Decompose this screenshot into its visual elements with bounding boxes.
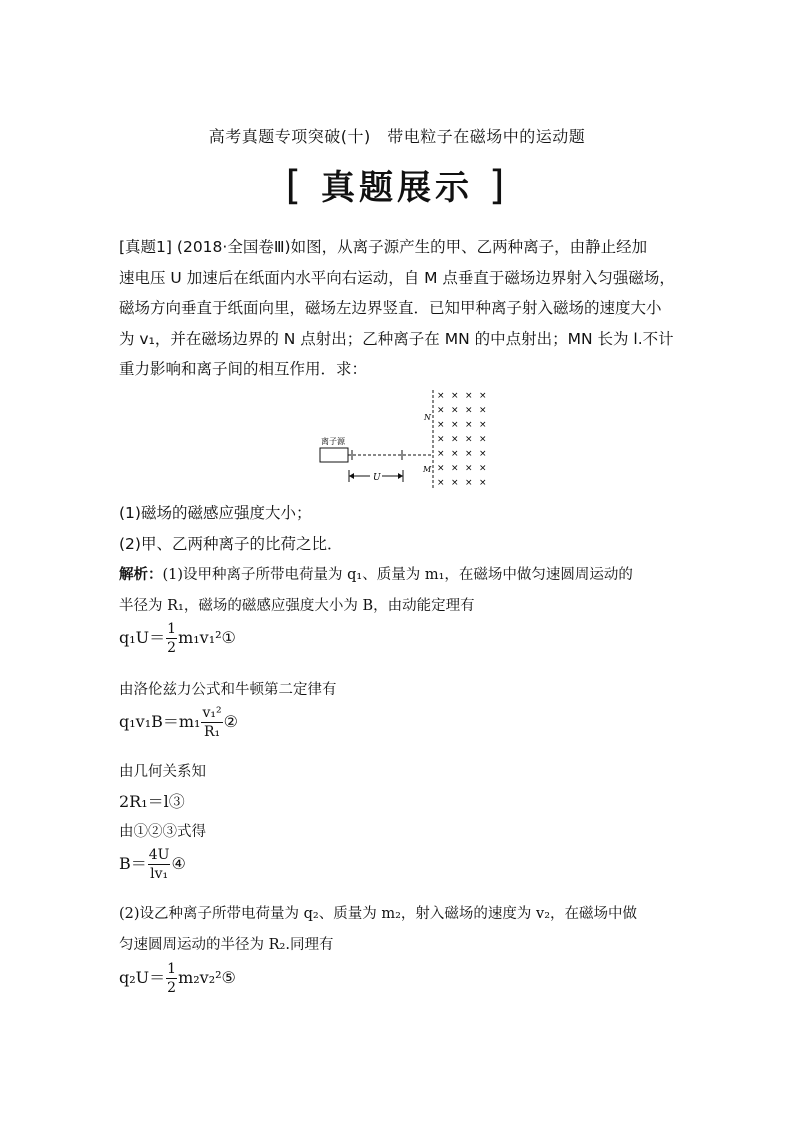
banner-right-bracket: ]	[488, 163, 509, 209]
solution-intro-1: (1)设甲种离子所带电荷量为 q₁、质量为 m₁，在磁场中做匀速圆周运动的	[162, 567, 633, 583]
field-cross-symbol: ×	[437, 434, 445, 445]
solution-part2-line-2: 匀速圆周运动的半径为 R₂.同理有	[119, 937, 334, 953]
formula-4-rhs: ④	[171, 854, 186, 873]
question-1: (1)磁场的磁感应强度大小；	[119, 504, 312, 522]
formula-4-fraction	[148, 848, 171, 881]
formula-5-lhs: q₂U＝	[119, 968, 166, 987]
solution-text-2: 由洛伦兹力公式和牛顿第二定律有	[119, 682, 337, 698]
ion-source-box	[320, 448, 348, 462]
problem-statement	[119, 232, 679, 385]
field-symbols	[437, 391, 487, 488]
problem-text-1: 如图，从离子源产生的甲、乙两种离子，由静止经加	[290, 238, 648, 256]
formula-1-num: 1	[167, 621, 177, 637]
field-cross-symbol: ×	[465, 478, 473, 488]
field-cross-symbol: ×	[465, 449, 473, 459]
field-cross-symbol: ×	[465, 434, 473, 445]
section-banner	[0, 160, 794, 209]
field-cross-symbol: ×	[479, 434, 487, 445]
formula-5	[119, 962, 236, 995]
field-cross-symbol: ×	[451, 391, 459, 401]
field-cross-symbol: ×	[465, 463, 473, 474]
solution-part2-line-1: (2)设乙种离子所带电荷量为 q₂、质量为 m₂，射入磁场的速度为 v₂，在磁场中做	[119, 906, 638, 922]
field-cross-symbol: ×	[437, 405, 445, 416]
formula-4	[119, 848, 186, 881]
field-cross-symbol: ×	[479, 391, 487, 401]
field-cross-symbol: ×	[437, 391, 445, 401]
solution-label: 解析：	[119, 566, 163, 583]
formula-1-rhs: m₁v₁²①	[178, 628, 236, 647]
page-title: 高考真题专项突破(十) 带电粒子在磁场中的运动题	[208, 127, 586, 146]
field-cross-symbol: ×	[479, 478, 487, 488]
formula-5-rhs: m₂v₂²⑤	[178, 968, 236, 987]
field-cross-symbol: ×	[437, 478, 445, 488]
problem-source: (2018·全国卷Ⅲ)	[176, 238, 291, 256]
solution-text-4: 由①②③式得	[119, 824, 206, 840]
point-n-label: N	[424, 413, 431, 422]
problem-line-3: 磁场方向垂直于纸面向里，磁场左边界竖直．已知甲种离子射入磁场的速度大小	[119, 299, 662, 317]
ion-source-label: 离子源	[321, 437, 345, 446]
field-cross-symbol: ×	[479, 449, 487, 459]
field-cross-symbol: ×	[479, 463, 487, 474]
field-cross-symbol: ×	[451, 463, 459, 474]
field-cross-symbol: ×	[479, 420, 487, 430]
voltage-label: U	[373, 473, 381, 483]
banner-text: 真题展示	[321, 168, 473, 208]
formula-4-lhs: B＝	[119, 854, 147, 873]
formula-2	[119, 706, 238, 739]
formula-2-den: R₁	[203, 724, 221, 740]
formula-5-num: 1	[167, 961, 177, 977]
formula-5-fraction	[166, 962, 177, 995]
field-cross-symbol: ×	[451, 434, 459, 445]
formula-1-lhs: q₁U＝	[119, 628, 166, 647]
field-cross-symbol: ×	[451, 449, 459, 459]
field-cross-symbol: ×	[479, 405, 487, 416]
formula-2-num: v₁²	[202, 705, 222, 721]
field-cross-symbol: ×	[465, 420, 473, 430]
field-cross-symbol: ×	[465, 391, 473, 401]
formula-2-rhs: ②	[223, 712, 238, 731]
questions	[119, 498, 679, 559]
solution-line-1	[119, 563, 633, 584]
formula-1-den: 2	[167, 640, 177, 656]
field-cross-symbol: ×	[451, 478, 459, 488]
formula-3: 2R₁＝l③	[119, 792, 185, 811]
field-cross-symbol: ×	[437, 449, 445, 459]
formula-2-fraction	[201, 706, 222, 739]
field-cross-symbol: ×	[465, 405, 473, 416]
formula-4-den: lv₁	[150, 866, 169, 882]
field-cross-symbol: ×	[451, 420, 459, 430]
magnetic-field-diagram	[318, 388, 488, 488]
field-cross-symbol: ×	[437, 463, 445, 474]
problem-line-2: 速电压 U 加速后在纸面内水平向右运动，自 M 点垂直于磁场边界射入匀强磁场，	[119, 268, 675, 287]
field-cross-symbol: ×	[451, 405, 459, 416]
point-m-label: M	[423, 465, 432, 474]
problem-line-4: 为 v₁，并在磁场边界的 N 点射出；乙种离子在 MN 的中点射出；MN 长为 l.不计	[119, 329, 674, 348]
formula-5-den: 2	[167, 980, 177, 996]
solution-text-3: 由几何关系知	[119, 764, 206, 780]
formula-2-lhs: q₁v₁B＝m₁	[119, 712, 201, 731]
formula-1-fraction	[166, 622, 177, 655]
banner-left-bracket: [	[285, 163, 306, 209]
formula-4-num: 4U	[148, 847, 170, 863]
question-2: (2)甲、乙两种离子的比荷之比．	[119, 534, 343, 553]
solution-intro-2: 半径为 R₁，磁场的磁感应强度大小为 B，由动能定理有	[119, 598, 475, 614]
problem-line-1	[119, 232, 679, 263]
problem-line-5: 重力影响和离子间的相互作用．求：	[119, 360, 368, 378]
formula-1	[119, 622, 236, 655]
field-cross-symbol: ×	[437, 420, 445, 430]
problem-tag: [真题1]	[119, 238, 172, 256]
